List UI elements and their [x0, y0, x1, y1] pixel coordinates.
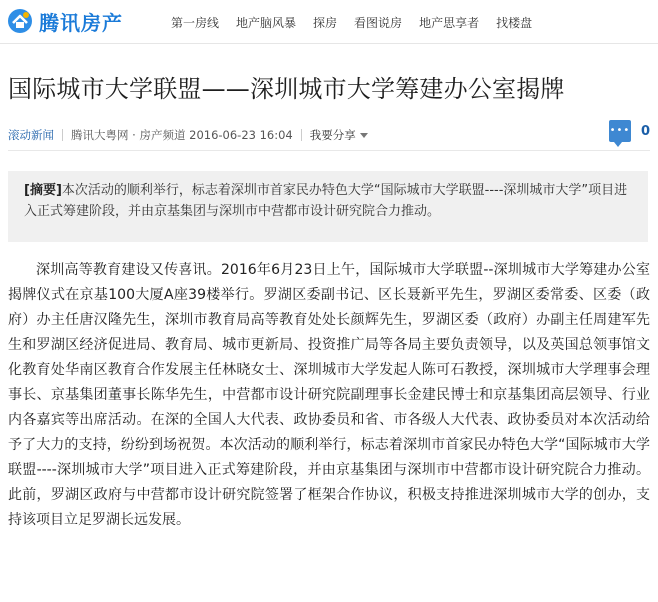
comment-widget[interactable] — [609, 120, 650, 142]
summary-text: 本次活动的顺利举行，标志着深圳市首家民办特色大学“国际城市大学联盟----深圳城市大学”项目进入正式筹建阶段，并由京基集团与深圳市中营都市设计研究院合力推动。 — [24, 183, 628, 219]
comment-bubble-icon[interactable]: ••• — [609, 120, 631, 142]
share-button[interactable] — [310, 127, 368, 143]
article-meta — [8, 122, 650, 148]
meta-divider-line — [8, 150, 650, 151]
share-label: 我要分享 — [309, 128, 356, 142]
tencent-house-logo-icon — [6, 7, 34, 35]
meta-divider — [62, 129, 63, 141]
nav-item-thinker[interactable]: 地产思享者 — [419, 16, 480, 30]
channel-link[interactable]: 滚动新闻 — [8, 128, 54, 142]
nav-item-brainstorm[interactable]: 地产脑风暴 — [236, 16, 297, 30]
article-body: 深圳高等教育建设又传喜讯。2016年6月23日上午，国际城市大学联盟--深圳城市大学筹建办公室揭牌仪式在京基100大厦A座39楼举行。罗湖区委副书记、区长聂新平先生，罗湖区委常委、区委（政府）办主任唐汉隆先生，深圳市教育局高等教育处处长颜辉先生，罗湖区委（政府）办副主任周建军先生和罗湖区经济促进局、教育局、城市更新局、投资推广局等各局主要负责领导，以及英国总领事馆文化教育处华南区教育合作发展主任林晓女士、深圳城市大学发起人陈可石教授，深圳城市大学理事会理事长、京基集团董事长陈华先生，中营都市设计研究院副理事长金建民博士和京基集团高层领导、行业内各嘉宾等出席活动。在深的全国人大代表、政协委员和省、市各级人大代表、政协委员对本次活动给予了大力的支持，纷纷到场祝贺。本次活动的顺利举行，标志着深圳市首家民办特色大学“国际城市大学联盟----深圳城市大学”项目进入正式筹建阶段，并由京基集团与深圳市中营都市设计研究院合力推动。此前，罗湖区政府与中营都市设计研究院签署了框架合作协议，积极支持推进深圳城市大学的创办，支持该项目立足罗湖长远发展。 — [8, 262, 650, 528]
site-logo[interactable] — [6, 6, 123, 36]
main-nav — [171, 14, 549, 31]
nav-item-explore[interactable]: 探房 — [313, 16, 338, 30]
article-source-date: 腾讯大粤网 · 房产频道 2016-06-23 16:04 — [71, 128, 293, 142]
logo-text: 腾讯房产 — [39, 10, 123, 35]
site-header — [0, 0, 658, 44]
article-title: 国际城市大学联盟——深圳城市大学筹建办公室揭牌 — [8, 75, 565, 103]
chevron-down-icon — [360, 133, 368, 138]
comment-count[interactable]: 0 — [640, 123, 650, 139]
article-summary — [8, 171, 648, 242]
nav-item-first-house-line[interactable]: 第一房线 — [171, 16, 220, 30]
summary-tag: [摘要] — [24, 183, 62, 198]
meta-divider — [301, 129, 302, 141]
nav-item-find-property[interactable]: 找楼盘 — [496, 16, 533, 30]
nav-item-photo-talk[interactable]: 看图说房 — [354, 16, 403, 30]
